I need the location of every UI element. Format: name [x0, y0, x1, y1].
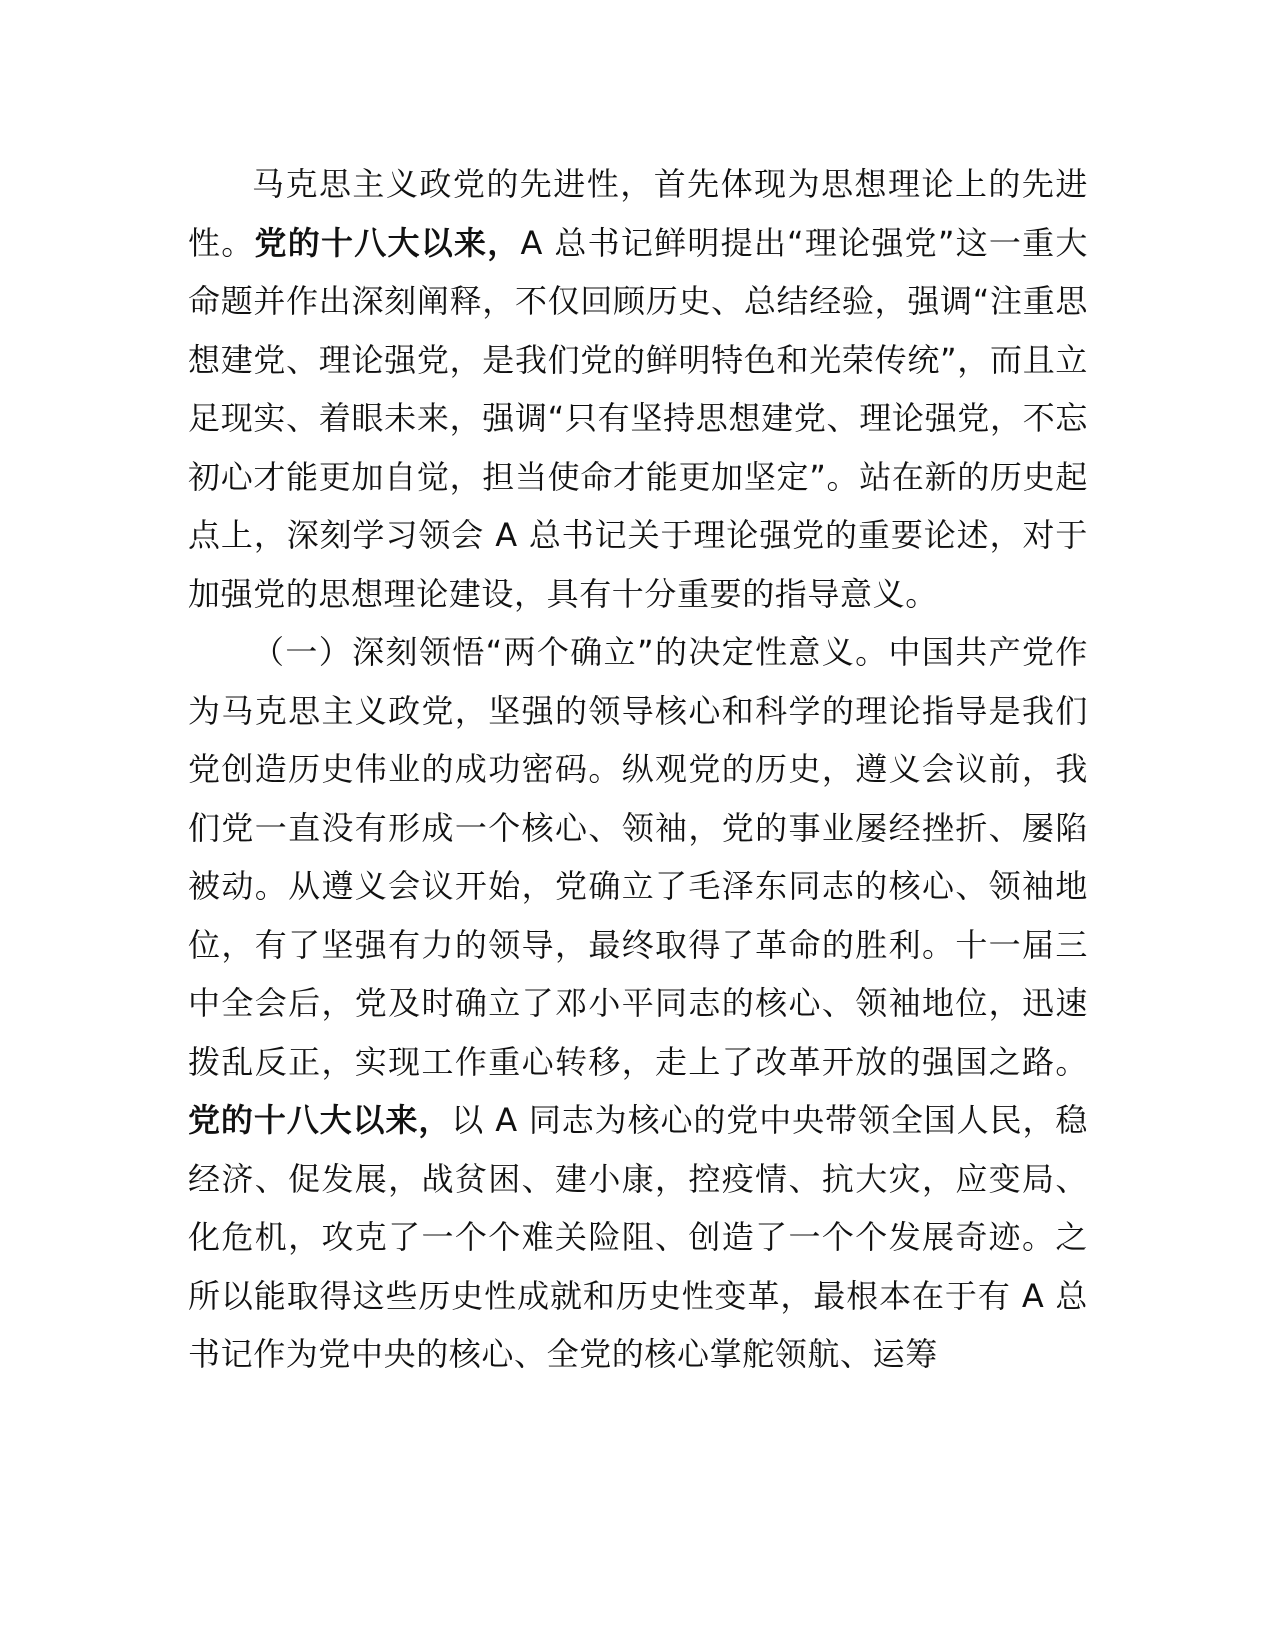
paragraph-section-one-bold: 党的十八大以来，	[188, 1101, 452, 1139]
paragraph-section-one-text-1: （一）深刻领悟“两个确立”的决定性意义。中国共产党作为马克思主义政党，坚强的领导核心和科学的理论指导是我们党创造历史伟业的成功密码。纵观党的历史，遵义会议前，我们党一直没有形成一个核心、领袖，党的事业屡经挫折、屡陷被动。从遵义会议开始，党确立了毛泽东同志的核心、领袖地位，有了坚强有力的领导，最终取得了革命的胜利。十一届三中全会后，党及时确立了邓小平同志的核心、领袖地位，迅速拨乱反正，实现工作重心转移，走上了改革开放的强国之路。	[188, 633, 1088, 1081]
paragraph-section-one	[188, 623, 1088, 1384]
paragraph-intro	[188, 155, 1088, 623]
paragraph-intro-text-2: A 总书记鲜明提出“理论强党”这一重大命题并作出深刻阐释，不仅回顾历史、总结经验，强调“注重思想建党、理论强党，是我们党的鲜明特色和光荣传统”，而且立足现实、着眼未来，强调“只有坚持思想建党、理论强党，不忘初心才能更加自觉，担当使命才能更加坚定”。站在新的历史起点上，深刻学习领会 A 总书记关于理论强党的重要论述，对于加强党的思想理论建设，具有十分重要的指导意义。	[188, 223, 1089, 613]
paragraph-intro-text-1: 马克思主义政党的先进性，首先体现为思想理论上的先进性。	[188, 165, 1088, 262]
document-body	[188, 155, 1088, 1384]
paragraph-intro-bold: 党的十八大以来，	[254, 223, 521, 262]
paragraph-section-one-text-2: 以 A 同志为核心的党中央带领全国人民，稳经济、促发展，战贫困、建小康，控疫情、抗大灾，应变局、化危机，攻克了一个个难关险阻、创造了一个个发展奇迹。之所以能取得这些历史性成就和历史性变革，最根本在于有 A 总书记作为党中央的核心、全党的核心掌舵领航、运筹	[188, 1101, 1088, 1373]
